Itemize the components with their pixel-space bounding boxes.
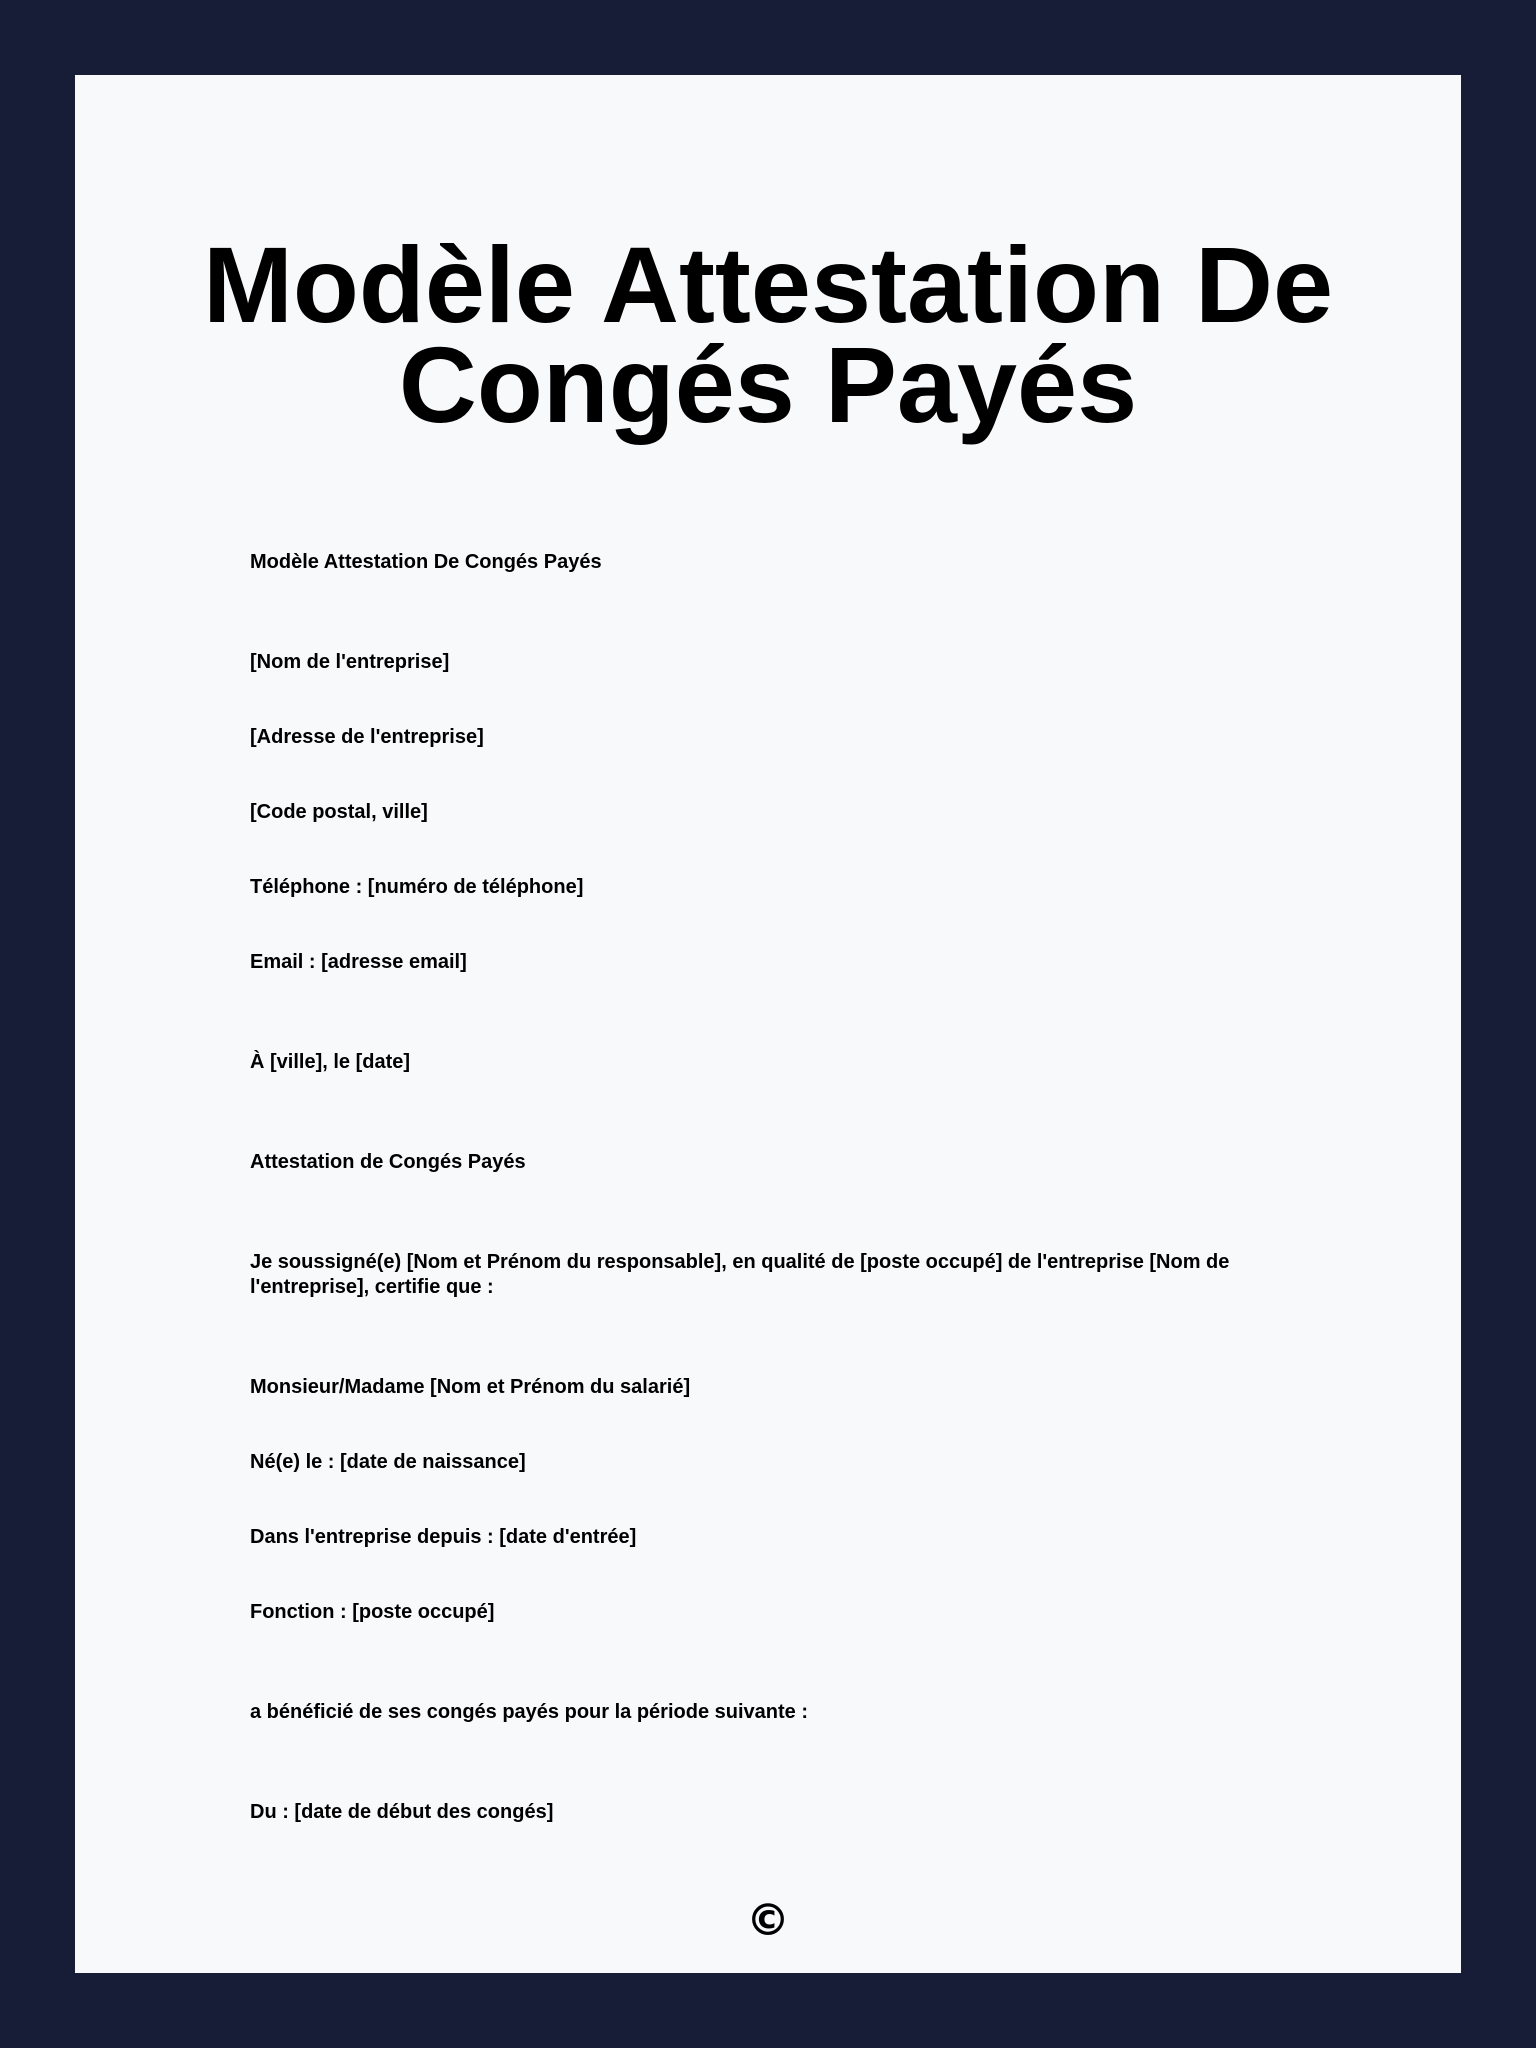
document-heading: Modèle Attestation De Congés Payés [250,551,602,573]
attestation-heading: Attestation de Congés Payés [250,1151,526,1173]
employee-start-date: Dans l'entreprise depuis : [date d'entrée] [250,1526,637,1548]
document-page [75,75,1461,1973]
copyright-icon: © [746,1895,790,1946]
employee-birth-date: Né(e) le : [date de naissance] [250,1451,526,1473]
company-name: [Nom de l'entreprise] [250,651,450,673]
company-postal-city: [Code postal, ville] [250,801,428,823]
document-title: Modèle Attestation De Congés Payés [202,224,1334,445]
leave-start-date: Du : [date de début des congés] [250,1801,554,1823]
company-email: Email : [adresse email] [250,951,467,973]
employee-position: Fonction : [poste occupé] [250,1601,495,1623]
employee-name: Monsieur/Madame [Nom et Prénom du salarié] [250,1376,691,1398]
company-phone: Téléphone : [numéro de téléphone] [250,876,584,898]
declaration-paragraph: Je soussigné(e) [Nom et Prénom du responsable], en qualité de [poste occupé] de l'entreprise [Nom de l'entreprise], certifie que : [250,1251,1230,1298]
place-and-date: À [ville], le [date] [250,1051,411,1073]
company-address: [Adresse de l'entreprise] [250,726,484,748]
leave-period-intro: a bénéficié de ses congés payés pour la période suivante : [250,1701,808,1723]
